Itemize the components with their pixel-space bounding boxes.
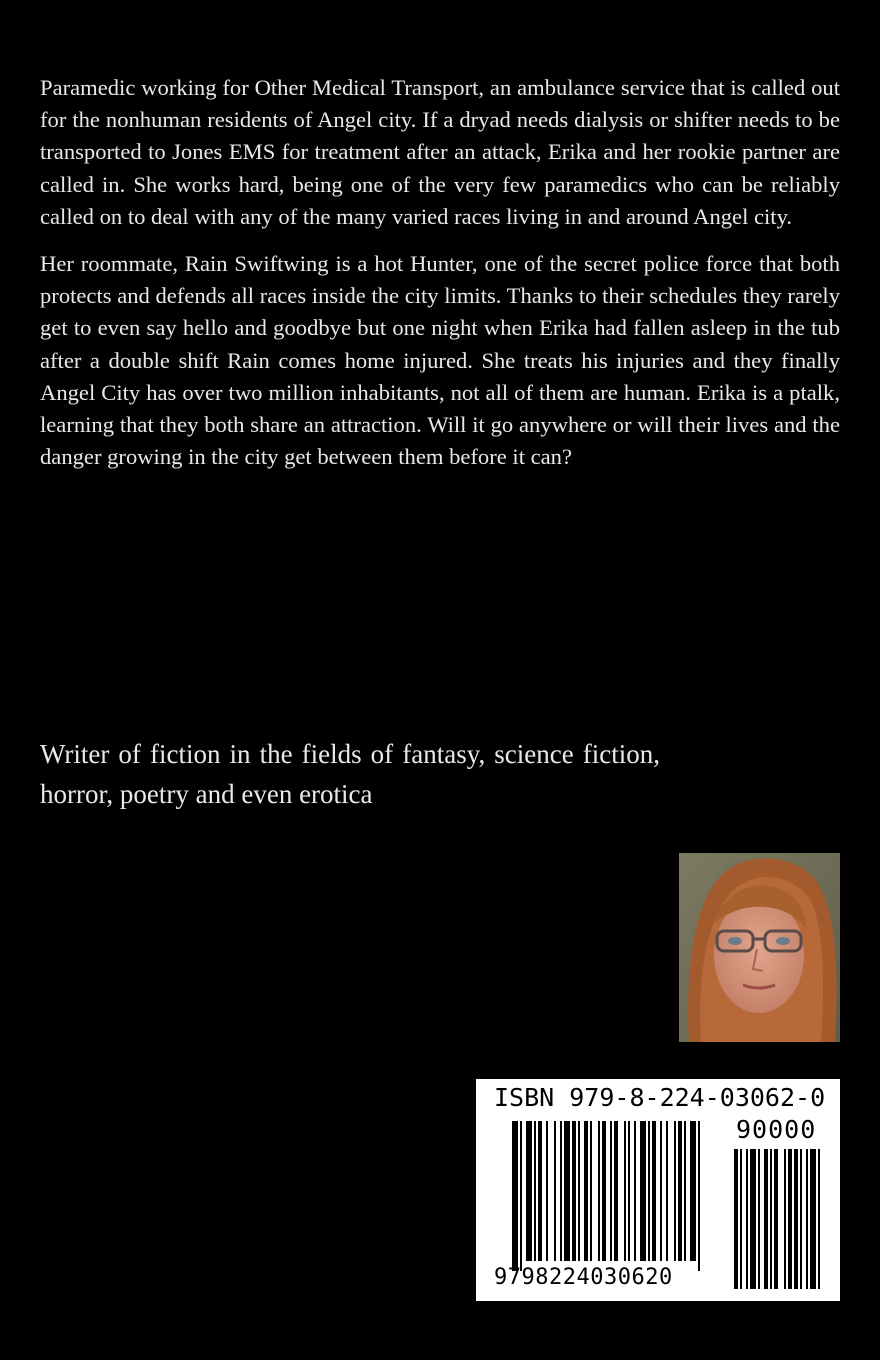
barcode-bar (652, 1121, 656, 1261)
barcode-bar (578, 1121, 580, 1261)
addon-bar (788, 1149, 792, 1289)
barcode-bar (660, 1121, 662, 1261)
barcode-bar (584, 1121, 588, 1261)
blurb-paragraph-2: Her roommate, Rain Swiftwing is a hot Hunter, one of the secret police force that both protects and defends all races inside the city limits. Thanks to their schedules they rarely get to even say hello and goodbye but one night when Erika had fallen asleep in the tub after a double shift Rain comes home injured. She treats his injuries and they finally Angel City has over two million inhabitants, not all of them are human. Erika is a ptalk, learning that they both share an attraction. Will it go anywhere or will their lives and the danger growing in the city get between them before it can? (40, 251, 840, 470)
barcode-bar (590, 1121, 592, 1261)
barcode-bar (572, 1121, 576, 1261)
barcode-bar (648, 1121, 650, 1261)
addon-bar (758, 1149, 760, 1289)
addon-bar (734, 1149, 738, 1289)
blurb-paragraph-1: Paramedic working for Other Medical Transport, an ambulance service that is called out for the nonhuman residents of Angel city. If a dryad needs dialysis or shifter needs to be transported to Jones EMS for treatment after an attack, Erika and her rookie partner are called in. She works hard, being one of the very few paramedics who can be reliably called on to deal with any of the many varied races living in and around Angel city. (40, 75, 840, 229)
barcode-bar (564, 1121, 570, 1261)
addon-bar (750, 1149, 756, 1289)
addon-bar (774, 1149, 778, 1289)
addon-bar (806, 1149, 808, 1289)
barcode-bar (598, 1121, 600, 1261)
barcode-bar (666, 1121, 668, 1261)
barcode-bar (534, 1121, 536, 1261)
barcode-bar (602, 1121, 606, 1261)
addon-bar (800, 1149, 802, 1289)
barcode-bar (640, 1121, 646, 1261)
barcode-bar (554, 1121, 556, 1261)
barcode-bar (634, 1121, 636, 1261)
addon-bar (764, 1149, 768, 1289)
addon-bar (740, 1149, 742, 1289)
barcode-bar (678, 1121, 682, 1261)
barcode-bar (614, 1121, 618, 1261)
isbn-label: ISBN 979-8-224-03062-0 (494, 1083, 826, 1112)
author-bio: Writer of fiction in the fields of fantasy, science fiction, horror, poetry and even erotica (40, 739, 660, 809)
addon-bar (818, 1149, 820, 1289)
barcode-bar (684, 1121, 686, 1261)
addon-bar (810, 1149, 816, 1289)
back-cover-blurb (40, 72, 840, 488)
addon-bar (794, 1149, 798, 1289)
addon-bar (770, 1149, 772, 1289)
isbn-barcode (476, 1079, 840, 1301)
barcode-bar (560, 1121, 562, 1261)
price-code: 90000 (736, 1115, 817, 1144)
addon-bar (784, 1149, 786, 1289)
ean-digits: 9798224030620 (494, 1265, 673, 1290)
addon-bar (746, 1149, 748, 1289)
barcode-bar (698, 1121, 700, 1271)
barcode-bar (512, 1121, 518, 1271)
barcode-bar (628, 1121, 630, 1261)
barcode-bar (546, 1121, 548, 1261)
barcode-bar (538, 1121, 542, 1261)
barcode-bar (690, 1121, 696, 1261)
barcode-bar (610, 1121, 612, 1261)
barcode-bar (674, 1121, 676, 1261)
barcode-bar (526, 1121, 532, 1261)
barcode-bar (624, 1121, 626, 1261)
barcode-bar (520, 1121, 522, 1271)
author-photo (679, 853, 840, 1042)
